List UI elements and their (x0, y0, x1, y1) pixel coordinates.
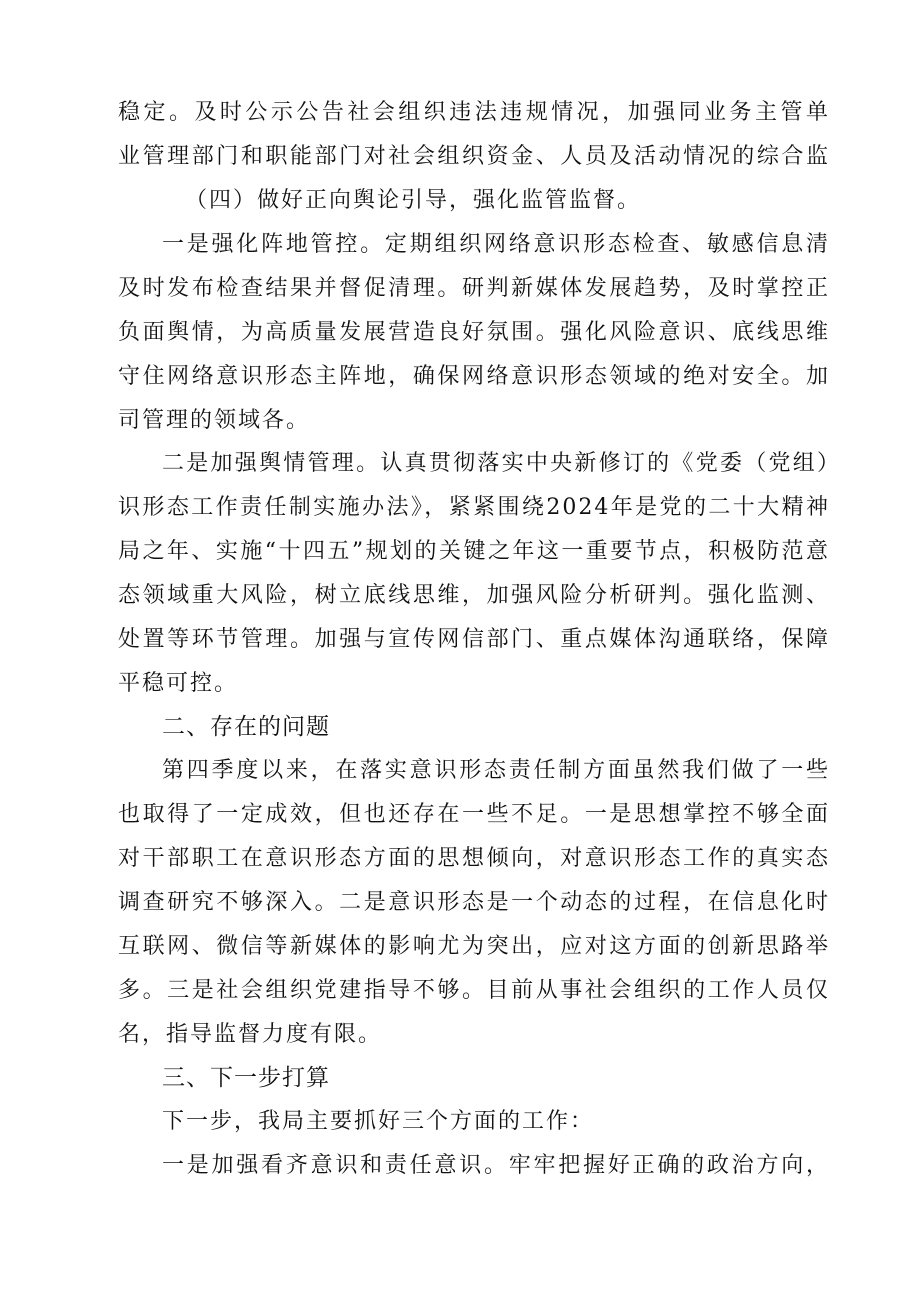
paragraph-line: 处置等环节管理。加强与宣传网信部门、重点媒体沟通联络，保障 (118, 627, 830, 652)
paragraph-line: 调查研究不够深入。二是意识形态是一个动态的过程，在信息化时 (118, 890, 830, 915)
paragraph-line: 也取得了一定成效，但也还存在一些不足。一是思想掌控不够全面 (118, 802, 830, 827)
paragraph-line: 互联网、微信等新媒体的影响尤为突出，应对这方面的创新思路举 (118, 934, 830, 959)
subsection-heading: （四）做好正向舆论引导，强化监管监督。 (185, 188, 642, 213)
paragraph-line: 一是强化阵地管控。定期组织网络意识形态检查、敏感信息清 (162, 232, 830, 257)
paragraph-line: 一是加强看齐意识和责任意识。牢牢把握好正确的政治方向， (162, 1153, 830, 1178)
paragraph-line: 对干部职工在意识形态方面的思想倾向，对意识形态工作的真实态 (118, 846, 830, 871)
paragraph-line: 稳定。及时公示公告社会组织违法违规情况，加强同业务主管单 (118, 100, 830, 125)
paragraph-line: 及时发布检查结果并督促清理。研判新媒体发展趋势，及时掌控正 (118, 276, 830, 301)
section-heading: 二、存在的问题 (162, 714, 330, 740)
section-heading: 三、下一步打算 (162, 1065, 330, 1091)
paragraph-line: 平稳可控。 (118, 671, 239, 696)
paragraph-line: 司管理的领域各。 (118, 408, 311, 433)
paragraph-line: 局之年、实施“十四五”规划的关键之年这一重要节点，积极防范意 (118, 539, 830, 564)
paragraph-line: 守住网络意识形态主阵地，确保网络意识形态领域的绝对安全。加 (118, 364, 830, 389)
paragraph-line: 态领域重大风险，树立底线思维，加强风险分析研判。强化监测、 (118, 583, 830, 608)
paragraph-line: 下一步，我局主要抓好三个方面的工作： (162, 1109, 595, 1134)
paragraph-line: 负面舆情，为高质量发展营造良好氛围。强化风险意识、底线思维 (118, 320, 830, 345)
paragraph-line: 多。三是社会组织党建指导不够。目前从事社会组织的工作人员仅 (118, 978, 830, 1003)
paragraph-line: 名，指导监督力度有限。 (118, 1022, 383, 1047)
paragraph-line: 第四季度以来，在落实意识形态责任制方面虽然我们做了一些 (162, 758, 830, 783)
paragraph-line: 二是加强舆情管理。认真贯彻落实中央新修订的《党委（党组） (162, 451, 830, 476)
paragraph-line: 业管理部门和职能部门对社会组织资金、人员及活动情况的综合监 (118, 144, 830, 169)
paragraph-line: 识形态工作责任制实施办法》，紧紧围绕2024年是党的二十大精神 (118, 495, 830, 520)
